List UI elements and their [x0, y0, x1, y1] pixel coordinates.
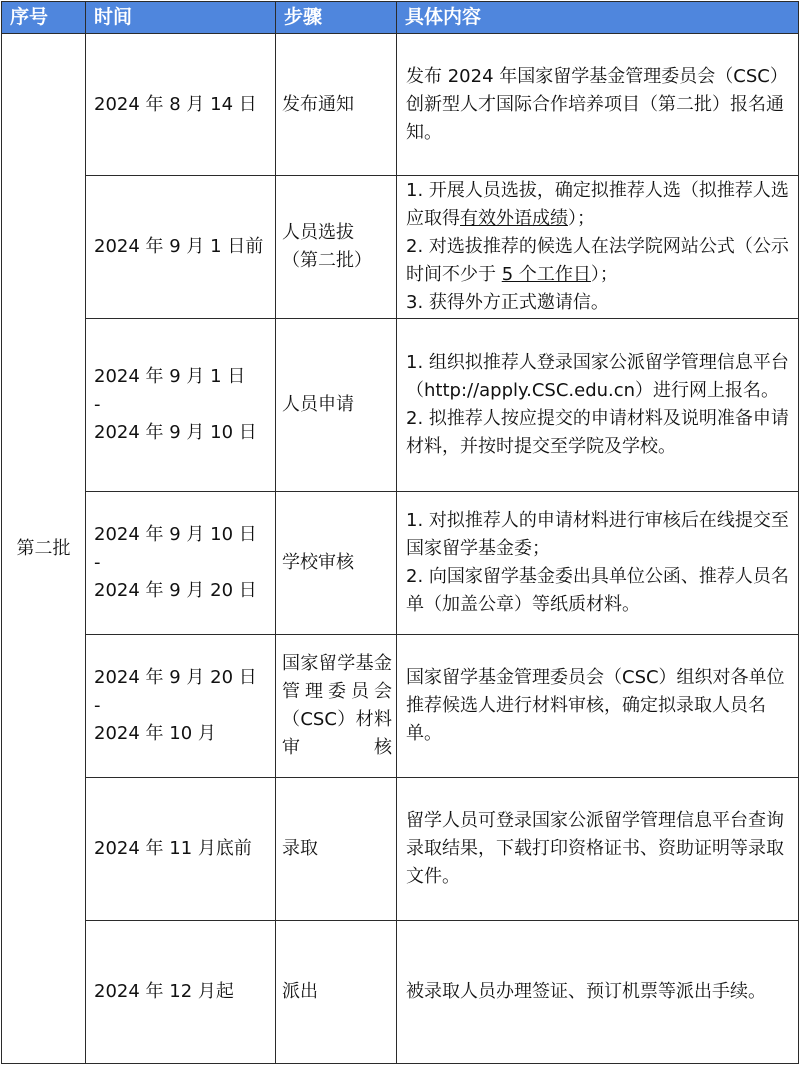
time-cell — [86, 319, 276, 492]
time-cell — [86, 778, 276, 921]
step-line: 发布通知 — [282, 93, 354, 115]
time-line: - — [94, 552, 101, 573]
detail-text: 发布 2024 年国家留学基金管理委员会（CSC）创新型人才国际合作培养项目（第二批）报名通知。 — [406, 65, 788, 143]
time-line: 2024 年 12 月起 — [94, 981, 234, 1002]
detail-item — [406, 177, 790, 233]
detail-text: 国家留学基金管理委员会（CSC）组织对各单位推荐候选人进行材料审核，确定拟录取人员名单。 — [406, 667, 785, 744]
time-cell — [86, 635, 276, 778]
time-cell — [86, 34, 276, 176]
step-cell — [276, 921, 397, 1064]
step-cell — [276, 635, 397, 778]
detail-cell — [397, 921, 799, 1064]
header-step: 步骤 — [276, 2, 397, 34]
time-cell — [86, 492, 276, 635]
time-line: 2024 年 11 月底前 — [94, 838, 252, 859]
time-line: 2024 年 9 月 10 日 — [94, 524, 257, 545]
detail-text: 被录取人员办理签证、预订机票等派出手续。 — [406, 981, 766, 1002]
time-line: 2024 年 9 月 1 日前 — [94, 236, 264, 257]
detail-item: 1. 对拟推荐人的申请材料进行审核后在线提交至国家留学基金委； — [406, 510, 789, 559]
detail-text: 留学人员可登录国家公派留学管理信息平台查询录取结果，下载打印资格证书、资助证明等录取文件。 — [406, 810, 784, 887]
detail-cell — [397, 319, 799, 492]
batch-cell: 第二批 — [2, 34, 86, 1064]
table-row — [2, 635, 799, 778]
step-cell — [276, 492, 397, 635]
table-row — [2, 176, 799, 319]
header-time: 时间 — [86, 2, 276, 34]
detail-text-after: ）； — [568, 208, 595, 229]
time-line: 2024 年 9 月 20 日 — [94, 580, 257, 601]
step-cell — [276, 319, 397, 492]
step-line: 录取 — [282, 838, 318, 859]
detail-item — [406, 233, 790, 289]
step-cell — [276, 778, 397, 921]
step-line: 学校审核 — [282, 552, 354, 573]
step-line: 派出 — [282, 981, 318, 1002]
time-line: - — [94, 695, 101, 716]
detail-item: 1. 组织拟推荐人登录国家公派留学管理信息平台（http://apply.CSC.edu.cn）进行网上报名。 — [406, 352, 789, 401]
detail-item: 2. 向国家留学基金委出具单位公函、推荐人员名单（加盖公章）等纸质材料。 — [406, 566, 789, 615]
header-seq: 序号 — [2, 2, 86, 34]
underlined-text: 5 个工作日 — [501, 264, 591, 285]
table-row — [2, 921, 799, 1064]
step-text: 国家留学基金管理委员会（CSC）材料审核 — [282, 653, 392, 758]
time-line: 2024 年 9 月 10 日 — [94, 422, 257, 443]
detail-cell — [397, 492, 799, 635]
detail-cell — [397, 176, 799, 319]
underlined-text: 有效外语成绩 — [460, 208, 568, 229]
time-cell — [86, 921, 276, 1064]
detail-text: 2. 对选拔推荐的候选人在法学院网站公式（公示时间不少于 — [406, 236, 789, 285]
schedule-table — [1, 1, 799, 1064]
table-row — [2, 319, 799, 492]
detail-cell — [397, 778, 799, 921]
detail-cell — [397, 34, 799, 176]
header-detail: 具体内容 — [397, 2, 799, 34]
step-cell — [276, 176, 397, 319]
detail-text: 1. 开展人员选拔，确定拟推荐人选（拟推荐人选应取得 — [406, 180, 789, 229]
detail-item: 3. 获得外方正式邀请信。 — [406, 292, 609, 313]
detail-item: 2. 拟推荐人按应提交的申请材料及说明准备申请材料，并按时提交至学院及学校。 — [406, 408, 789, 457]
detail-cell — [397, 635, 799, 778]
table-row — [2, 778, 799, 921]
time-line: 2024 年 9 月 1 日 — [94, 366, 246, 387]
time-line: 2024 年 9 月 20 日 — [94, 667, 257, 688]
time-line: - — [94, 394, 101, 415]
time-cell — [86, 176, 276, 319]
step-cell — [276, 34, 397, 176]
step-line: 人员选拔 — [282, 222, 354, 243]
step-line: （第二批） — [282, 250, 372, 271]
time-line: 2024 年 10 月 — [94, 723, 216, 744]
header-row — [2, 2, 799, 34]
table-row — [2, 492, 799, 635]
detail-text-after: ）； — [590, 264, 618, 285]
time-line: 2024 年 8 月 14 日 — [94, 93, 257, 115]
table-row — [2, 34, 799, 176]
step-line: 人员申请 — [282, 394, 354, 415]
